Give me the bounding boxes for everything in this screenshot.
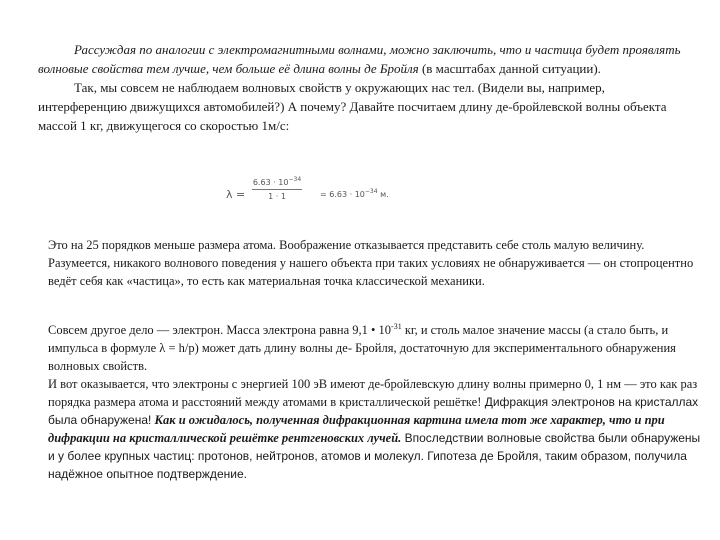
paragraph-1-italic: Рассуждая по аналогии с электромагнитными волнами, можно заключить, что и частица будет проявлять волновые свойства тем лучше, чем больше её длина волны де Бройля	[38, 42, 681, 76]
intro-block	[38, 40, 688, 135]
diffraction-emphasis: Как и ожидалось, полученная дифракционная картина имела тот же характер, что и при дифракции на кристаллической решётке рентгеновских лучей.	[48, 413, 665, 445]
paragraph-2	[38, 78, 688, 135]
mass-exponent: -31	[391, 322, 402, 331]
later-discoveries: Впоследствии волновые свойства были обнаружены и у более крупных частиц: протонов, нейтронов, атомов и молекул. Гипотеза де Бройля, таким образом, получила надёжное опытное подтверждение.	[48, 431, 701, 481]
formula-lambda: λ =	[226, 188, 246, 201]
formula-numerator: $6.63 \cdot 10^{-34}$	[252, 176, 302, 190]
paragraph-3: Это на 25 порядков меньше размера атома. Воображение отказывается представить себе столь малую величину. Разумеется, никакого волнового поведения у нашего объекта при таких условиях не обнаруживается — он стопроцентно ведёт себя как «частица», то есть как материальная точка классической механики.	[48, 238, 694, 288]
electron-block	[48, 318, 708, 483]
formula-result: = $6.63 \cdot 10^{-34}$ м.	[320, 188, 389, 199]
de-broglie-formula	[226, 176, 426, 216]
paragraph-5: И вот оказывается, что электроны с энергией 100 эВ имеют де-бройлевскую длину волны примерно 0, 1 нм — это как раз порядка размера атома и расстояний между атомами в кристаллической решётке! Дифракция электронов на кристаллах была обнаружена! Как и ожидалось, полученная дифракционная картина имела тот же характер, что и при дифракции на кристаллической решётке рентгеновских лучей. Впоследствии волновые свойства были обнаружены и у более крупных частиц: протонов, нейтронов, атомов и молекул. Гипотеза де Бройля, таким образом, получила надёжное опытное подтверждение.	[48, 377, 701, 481]
paragraph-1	[38, 40, 688, 78]
paragraph-2-text: Так, мы совсем не наблюдаем волновых свойств у окружающих нас тел. (Видели вы, например, интерференцию движущихся автомобилей?) А почему? Давайте посчитаем длину де-бройлевской волны объекта массой 1 кг, движущегося со скоростью 1м/с:	[38, 80, 667, 133]
diffraction-found: Дифракция электронов на кристаллах была обнаружена!	[48, 395, 699, 427]
formula-fraction	[252, 176, 302, 201]
paragraph-1-regular: (в масштабах данной ситуации).	[418, 61, 601, 76]
paragraph-4: Совсем другое дело — электрон. Масса электрона равна 9,1 • $10^{-31}$ кг, и столь малое значение массы (а стало быть, и импульса в формуле λ = h/p) может дать длину волны де- Бройля, достаточную для экспериментального обнаружения волновых свойств.	[48, 322, 676, 373]
formula-denominator: 1 · 1	[268, 192, 286, 201]
